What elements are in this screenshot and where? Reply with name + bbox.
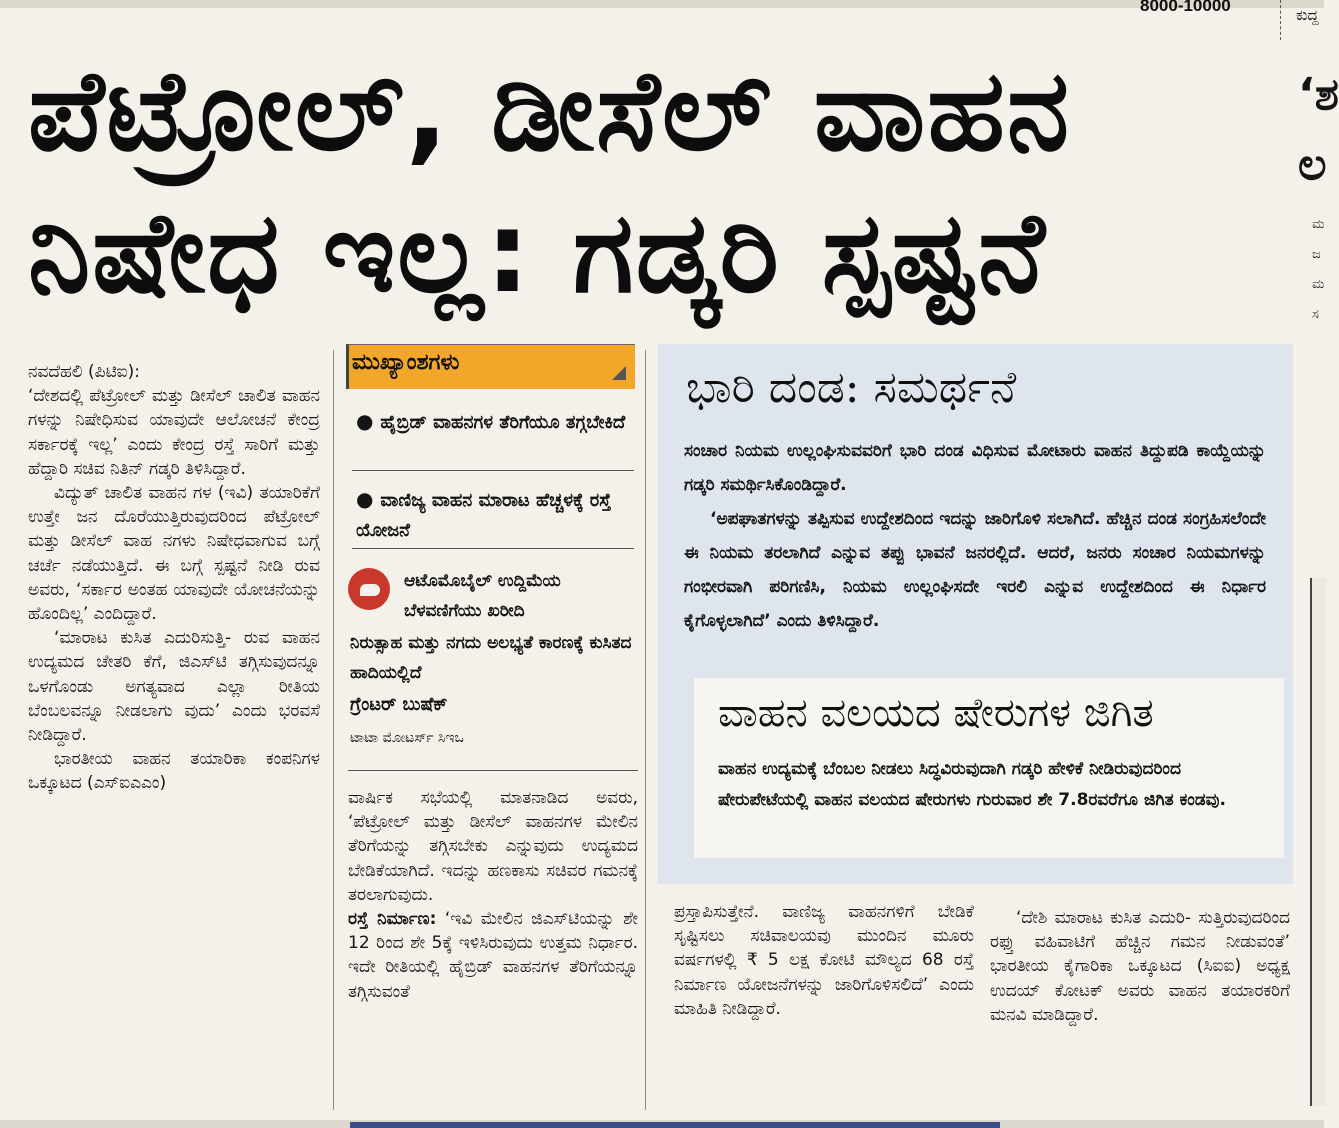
top-right-fragment: ಕುದ್ದ (1296, 6, 1319, 24)
pull-quote-name: ಗ್ರೆಂಟರ್ ಬುಷೆಕ್ (350, 694, 448, 715)
bullet-icon: ● (356, 487, 381, 511)
paragraph: ‘ದೇಶಿ ಮಾರಾಟ ಕುಸಿತ ಎದುರಿ- ಸುತ್ತಿರುವುದರಿಂದ ರಫ್ತು ವಹಿವಾಟಿಗೆ ಹೆಚ್ಚಿನ ಗಮನ ನೀಡುವಂತೆ’ ಭಾರತೀಯ ಕೈಗಾರಿಕಾ ಒಕ್ಕೂಟದ (ಸಿಐಐ) ಅಧ್ಯಕ್ಷ ಉದಯ್ ಕೋಟಕ್ ಅವರು ವಾಹನ ತಯಾರಕರಿಗೆ ಮನವಿ ಮಾಡಿದ್ದಾರೆ. (990, 908, 1290, 1025)
highlights-corner-mark (612, 366, 626, 380)
adjacent-article-fragment (1298, 60, 1339, 200)
highlights-title: ಮುಖ್ಯಾಂಶಗಳು (352, 350, 460, 375)
paragraph: ವಿದ್ಯುತ್ ಚಾಲಿತ ವಾಹನ ಗಳ (ಇವಿ) ತಯಾರಿಕೆಗೆ ಉತ್ತೇ ಜನ ದೊರೆಯುತ್ತಿರುವುದರಿಂದ ಪೆಟ್ರೋಲ್ ಮತ್ತು ಡೀಸೆಲ್ ವಾಹ ನಗಳು ನಿಷೇಧವಾಗುವ ಬಗ್ಗೆ ಚರ್ಚೆ ನಡೆಯುತ್ತಿದೆ. ಈ ಬಗ್ಗೆ ಸ್ಪಷ್ಟನೆ ನೀಡಿ ರುವ ಅವರು, ‘ಸರ್ಕಾರ ಅಂತಹ ಯಾವುದೇ ಯೋಚನೆಯನ್ನು ಹೊಂದಿಲ್ಲ’ ಎಂದಿದ್ದಾರೆ. (28, 483, 320, 625)
paragraph: ‘ದೇಶದಲ್ಲಿ ಪೆಟ್ರೋಲ್ ಮತ್ತು ಡೀಸೆಲ್ ಚಾಲಿತ ವಾಹನ ಗಳನ್ನು ನಿಷೇಧಿಸುವ ಯಾವುದೇ ಆಲೋಚನೆ ಕೇಂದ್ರ ಸರ್ಕಾರಕ್ಕೆ ಇಲ್ಲ’ ಎಂದು ಕೇಂದ್ರ ರಸ್ತೆ ಸಾರಿಗೆ ಮತ್ತು ಹೆದ್ದಾರಿ ಸಚಿವ ನಿತಿನ್ ಗಡ್ಕರಿ ತಿಳಿಸಿದ್ದಾರೆ. (28, 386, 320, 479)
quote-divider (348, 770, 638, 771)
article-column-2 (348, 786, 638, 1004)
penalty-box-title: ಭಾರಿ ದಂಡ: ಸಮರ್ಥನೆ (686, 362, 1017, 413)
article-column-3 (674, 900, 974, 1021)
adjacent-article-edge (1310, 578, 1326, 1106)
dateline: ನವದೆಹಲಿ (ಪಿಟಿಐ): (28, 362, 141, 382)
highlight-text: ವಾಣಿಜ್ಯ ವಾಹನ ಮಾರಾಟ ಹೆಚ್ಚಳಕ್ಕೆ ರಸ್ತೆ ಯೋಜನೆ (356, 490, 612, 541)
paragraph: ‘ಅಪಘಾತಗಳನ್ನು ತಪ್ಪಿಸುವ ಉದ್ದೇಶದಿಂದ ಇದನ್ನು ಜಾರಿಗೊಳಿ ಸಲಾಗಿದೆ. ಹೆಚ್ಚಿನ ದಂಡ ಸಂಗ್ರಹಿಸಲೆಂದೇ ಈ ನಿಯಮ ತರಲಾಗಿದೆ ಎನ್ನುವ ತಪ್ಪು ಭಾವನೆ ಜನರಲ್ಲಿದೆ. ಆದರೆ, ಜನರು ಸಂಚಾರ ನಿಯಮಗಳನ್ನು ಗಂಭೀರವಾಗಿ ಪರಿಗಣಿಸಿ, ನಿಯಮ ಉಲ್ಲಂಘಿಸದೇ ಇರಲಿ ಎನ್ನುವ ಉದ್ದೇಶದಿಂದ ಈ ನಿರ್ಧಾರ ಕೈಗೊಳ್ಳಲಾಗಿದೆ’ ಎಂದು ತಿಳಿಸಿದ್ದಾರೆ. (684, 509, 1266, 631)
pull-quote-text-1: ಆಟೊಮೊಬೈಲ್ ಉದ್ದಿಮೆಯ ಬೆಳವಣಿಗೆಯು ಖರೀದಿ (404, 571, 561, 621)
top-number: 8000-10000 (1140, 0, 1231, 15)
top-divider (1280, 0, 1282, 40)
highlight-item (356, 484, 632, 546)
shares-box-title: ವಾಹನ ವಲಯದ ಷೇರುಗಳ ಜಿಗಿತ (718, 690, 1154, 736)
headline-line-2: ನಿಷೇಧ ಇಲ್ಲ: ಗಡ್ಕರಿ ಸ್ಪಷ್ಟನೆ (28, 188, 1047, 318)
column-rule-2 (645, 350, 646, 1110)
bottom-color-bar (350, 1122, 1000, 1128)
adjacent-line-1: ‘ಶ (1298, 69, 1339, 120)
top-strip (0, 0, 1324, 8)
paragraph: ವಾರ್ಷಿಕ ಸಭೆಯಲ್ಲಿ ಮಾತನಾಡಿದ ಅವರು, ‘ಪೆಟ್ರೋಲ್ ಮತ್ತು ಡೀಸೆಲ್ ವಾಹನಗಳ ಮೇಲಿನ ತೆರಿಗೆಯನ್ನು ತಗ್ಗಿಸಬೇಕು ಎನ್ನುವುದು ಉದ್ಯಮದ ಬೇಡಿಕೆಯಾಗಿದೆ. ಇದನ್ನು ಹಣಕಾಸು ಸಚಿವರ ಗಮನಕ್ಕೆ ತರಲಾಗುವುದು. (348, 788, 638, 905)
column-rule-1 (333, 350, 334, 1110)
highlight-divider (352, 470, 634, 471)
subhead: ರಸ್ತೆ ನಿರ್ಮಾಣ: (348, 909, 437, 930)
paragraph: ಪ್ರಸ್ತಾಪಿಸುತ್ತೇನೆ. ವಾಣಿಜ್ಯ ವಾಹನಗಳಿಗೆ ಬೇಡಿಕೆ ಸೃಷ್ಟಿಸಲು ಸಚಿವಾಲಯವು ಮುಂದಿನ ಮೂರು ವರ್ಷಗಳಲ್ಲಿ ₹ 5 ಲಕ್ಷ ಕೋಟಿ ಮೌಲ್ಯದ 68 ರಸ್ತೆ ನಿರ್ಮಾಣ ಯೋಜನೆಗಳನ್ನು ಜಾರಿಗೊಳಿಸಲಿದೆ’ ಎಂದು ಮಾಹಿತಿ ನೀಡಿದ್ದಾರೆ. (674, 902, 974, 1019)
highlight-divider (352, 548, 634, 549)
paragraph: ‘ಇವಿ ಮೇಲಿನ ಜಿಎಸ್‌ಟಿಯನ್ನು ಶೇ 12 ರಿಂದ ಶೇ 5ಕ್ಕೆ ಇಳಿಸಿರುವುದು ಉತ್ತಮ ನಿರ್ಧಾರ. ಇದೇ ರೀತಿಯಲ್ಲಿ ಹೈಬ್ರಿಡ್ ವಾಹನಗಳ ತೆರಿಗೆಯನ್ನೂ ತಗ್ಗಿಸುವಂತೆ (348, 909, 639, 1002)
pull-quote-role: ಟಾಟಾ ಮೋಟರ್ಸ್ ಸಿಇಒ (350, 730, 464, 746)
headline (28, 40, 1298, 324)
bullet-icon: ● (356, 409, 381, 433)
adjacent-line-2: ಲ (1298, 139, 1327, 190)
shares-box-body: ವಾಹನ ಉದ್ಯಮಕ್ಕೆ ಬೆಂಬಲ ನೀಡಲು ಸಿದ್ಧವಿರುವುದಾಗಿ ಗಡ್ಕರಿ ಹೇಳಿಕೆ ನೀಡಿರುವುದರಿಂದ ಷೇರುಪೇಟೆಯಲ್ಲಿ ವಾಹನ ವಲಯದ ಷೇರುಗಳು ಗುರುವಾರ ಶೇ 7.8ರವರೆಗೂ ಜಿಗಿತ ಕಂಡವು. (718, 759, 1226, 810)
article-column-1 (28, 360, 320, 796)
headline-line-1: ಪೆಟ್ರೋಲ್, ಡೀಸೆಲ್ ವಾಹನ (28, 46, 1072, 176)
highlight-item (356, 406, 632, 438)
pull-quote-text-2: ನಿರುತ್ಸಾಹ ಮತ್ತು ನಗದು ಅಲಭ್ಯತೆ ಕಾರಣಕ್ಕೆ ಕುಸಿತದ ಹಾದಿಯಲ್ಲಿದೆ (350, 633, 632, 683)
paragraph: ಭಾರತೀಯ ವಾಹನ ತಯಾರಿಕಾ ಕಂಪನಿಗಳ ಒಕ್ಕೂಟದ (ಎಸ್‌ಐಎಎಂ) (28, 749, 320, 794)
article-column-4 (990, 906, 1290, 1027)
paragraph: ಸಂಚಾರ ನಿಯಮ ಉಲ್ಲಂಘಿಸುವವರಿಗೆ ಭಾರಿ ದಂಡ ವಿಧಿಸುವ ಮೋಟಾರು ವಾಹನ ತಿದ್ದುಪಡಿ ಕಾಯ್ದೆಯನ್ನು ಗಡ್ಕರಿ ಸಮರ್ಥಿಸಿಕೊಂಡಿದ್ದಾರೆ. (684, 441, 1266, 495)
adjacent-small-text: ಮ ಜ ಮ ಸ (1312, 217, 1325, 322)
quote-icon-bubble (360, 584, 380, 596)
highlight-text: ಹೈಬ್ರಿಡ್ ವಾಹನಗಳ ತೆರಿಗೆಯೂ ತಗ್ಗಬೇಕಿದೆ (380, 412, 626, 433)
paragraph: ‘ಮಾರಾಟ ಕುಸಿತ ಎದುರಿಸುತ್ತಿ- ರುವ ವಾಹನ ಉದ್ಯಮದ ಚೇತರಿ ಕೆಗೆ, ಜಿಎಸ್‌ಟಿ ತಗ್ಗಿಸುವುದನ್ನೂ ಒಳಗೊಂಡು ಅಗತ್ಯವಾದ ಎಲ್ಲಾ ರೀತಿಯ ಬೆಂಬಲವನ್ನೂ ನೀಡಲಾಗು ವುದು’ ಎಂದು ಭರವಸೆ ನೀಡಿದ್ದಾರೆ. (28, 628, 320, 746)
penalty-box-body (684, 434, 1266, 638)
